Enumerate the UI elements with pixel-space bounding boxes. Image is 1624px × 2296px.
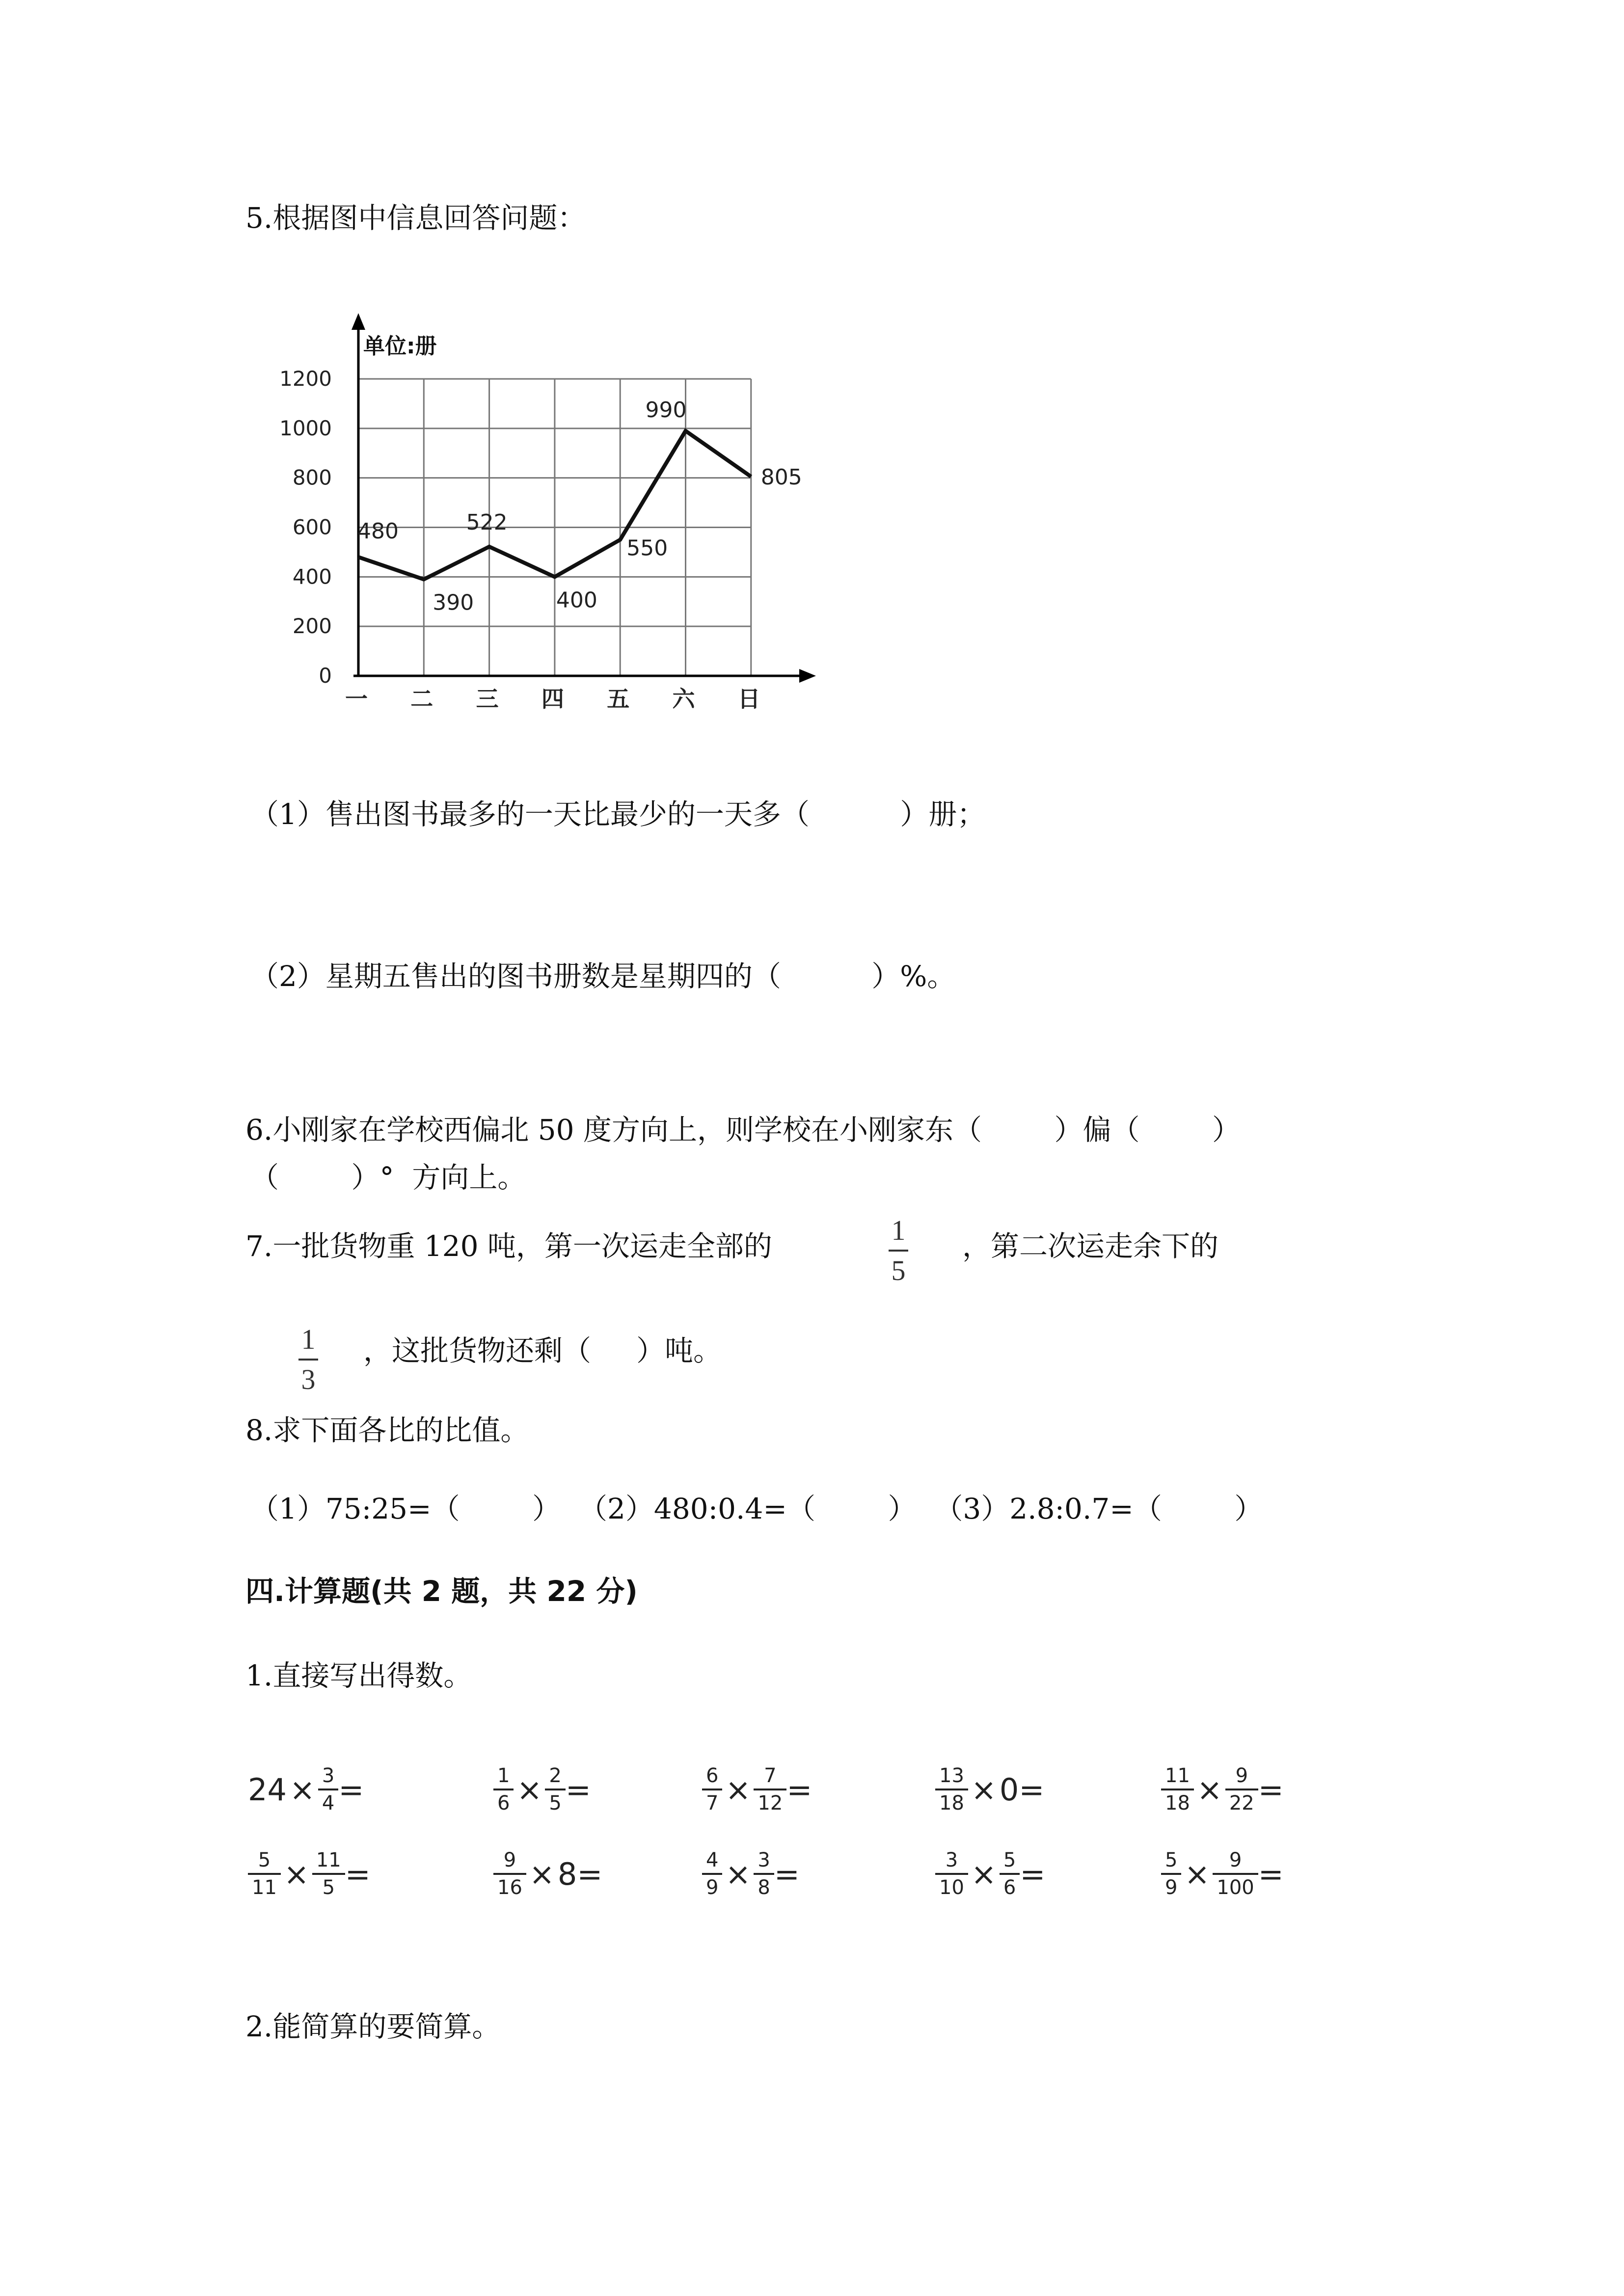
fraction-bar xyxy=(545,1789,565,1790)
operand-fraction xyxy=(1227,1766,1256,1813)
denominator: 6 xyxy=(497,1792,510,1815)
operand-fraction xyxy=(250,1850,279,1897)
x-axis-arrow xyxy=(799,669,816,683)
data-label: 805 xyxy=(760,465,802,490)
fraction-bar xyxy=(754,1873,774,1875)
operand-fraction xyxy=(1001,1850,1018,1897)
denominator: 7 xyxy=(706,1792,719,1815)
operand-fraction xyxy=(704,1850,720,1897)
data-label: 550 xyxy=(626,535,668,561)
calc-item xyxy=(248,1766,364,1813)
calc-item xyxy=(935,1850,1045,1897)
data-label: 400 xyxy=(556,587,597,613)
q7-line2: ，这批货物还剩（ ）吨。 xyxy=(363,1334,722,1367)
operand-fraction xyxy=(756,1766,785,1813)
y-tick-labels xyxy=(279,367,332,688)
fraction-bar xyxy=(1161,1789,1194,1790)
q8-title: 8.求下面各比的比值。 xyxy=(245,1414,529,1447)
operand-integer: 8 xyxy=(557,1856,577,1892)
denominator: 4 xyxy=(322,1792,335,1815)
denominator: 16 xyxy=(497,1876,522,1899)
operand-fraction xyxy=(756,1850,772,1897)
numerator: 9 xyxy=(503,1849,516,1871)
times-sign: × xyxy=(529,1856,555,1892)
denominator: 5 xyxy=(322,1876,335,1899)
fraction-bar xyxy=(935,1789,968,1790)
fraction-bar xyxy=(702,1873,722,1875)
q8-items: （1）75:25=（ ） （2）480:0.4=（ ） （3）2.8:0.7=（ ） xyxy=(250,1492,1263,1525)
operand-fraction xyxy=(320,1766,336,1813)
fraction-bar xyxy=(1000,1873,1020,1875)
x-tick-label: 一 xyxy=(345,686,368,712)
q6-line2: （ ）° 方向上。 xyxy=(250,1161,526,1194)
s4-q1: 1.直接写出得数。 xyxy=(245,1659,472,1692)
times-sign: × xyxy=(1184,1856,1210,1892)
q5-sub1: （1）售出图书最多的一天比最少的一天多（ ）册； xyxy=(250,798,986,831)
calc-item xyxy=(935,1766,1044,1813)
x-tick-label: 二 xyxy=(410,686,433,712)
x-tick-label: 三 xyxy=(476,686,499,712)
section-heading: 四.计算题(共 2 题，共 22 分) xyxy=(245,1575,638,1608)
denominator: 8 xyxy=(758,1876,770,1899)
times-sign: × xyxy=(1196,1771,1222,1808)
fraction-bar xyxy=(493,1873,526,1875)
y-tick-label: 600 xyxy=(292,515,332,539)
denominator: 5 xyxy=(549,1792,562,1815)
denominator: 9 xyxy=(1165,1876,1178,1899)
equals-sign: = xyxy=(345,1856,371,1892)
calc-item xyxy=(1161,1850,1284,1897)
y-tick-label: 800 xyxy=(292,465,332,490)
numerator: 3 xyxy=(945,1849,958,1871)
q7-fraction-1: 1 5 xyxy=(889,1216,908,1285)
equals-sign: = xyxy=(774,1856,800,1892)
data-label: 990 xyxy=(645,397,687,423)
times-sign: × xyxy=(725,1771,751,1808)
x-tick-label: 日 xyxy=(737,686,760,712)
operand-integer: 0 xyxy=(999,1771,1019,1808)
denominator: 12 xyxy=(758,1792,783,1815)
fraction-bar xyxy=(1213,1873,1258,1875)
times-sign: × xyxy=(283,1856,309,1892)
q7-fraction-2: 1 3 xyxy=(298,1325,318,1394)
denominator: 100 xyxy=(1217,1876,1254,1899)
operand-fraction xyxy=(1163,1850,1179,1897)
chart-grid xyxy=(358,379,751,676)
data-label: 522 xyxy=(466,509,508,535)
numerator: 3 xyxy=(758,1849,770,1871)
fraction-bar xyxy=(493,1789,514,1790)
numerator: 6 xyxy=(706,1764,719,1787)
x-tick-labels xyxy=(345,686,760,712)
numerator: 2 xyxy=(549,1764,562,1787)
y-axis-arrow xyxy=(352,313,365,330)
numerator: 11 xyxy=(1165,1764,1190,1787)
denominator: 6 xyxy=(1003,1876,1016,1899)
data-label: 480 xyxy=(357,519,399,544)
q7-line1b: ，第二次运走余下的 xyxy=(962,1229,1219,1263)
numerator: 1 xyxy=(497,1764,510,1787)
s4-q2: 2.能简算的要简算。 xyxy=(245,2010,501,2043)
calc-item xyxy=(1161,1766,1284,1813)
data-label: 390 xyxy=(433,590,474,615)
equals-sign: = xyxy=(1019,1771,1045,1808)
equals-sign: = xyxy=(577,1856,603,1892)
calc-item xyxy=(493,1766,591,1813)
numerator: 9 xyxy=(1235,1764,1248,1787)
operand-fraction xyxy=(937,1850,966,1897)
equals-sign: = xyxy=(1258,1771,1284,1808)
unit-label: 单位:册 xyxy=(363,334,437,359)
numerator: 3 xyxy=(322,1764,335,1787)
times-sign: × xyxy=(971,1771,997,1808)
fraction-bar xyxy=(935,1873,968,1875)
fraction-bar xyxy=(318,1789,338,1790)
numerator: 5 xyxy=(1165,1849,1178,1871)
denominator: 18 xyxy=(1165,1792,1190,1815)
calc-item xyxy=(702,1850,800,1897)
x-tick-label: 五 xyxy=(607,686,630,712)
calc-item xyxy=(493,1850,602,1897)
operand-fraction xyxy=(704,1766,720,1813)
equals-sign: = xyxy=(565,1771,591,1808)
numerator: 9 xyxy=(1229,1849,1242,1871)
q5-sub2: （2）星期五售出的图书册数是星期四的（ ）%。 xyxy=(250,960,956,993)
fraction-bar xyxy=(248,1873,281,1875)
denominator: 11 xyxy=(252,1876,277,1899)
denominator: 10 xyxy=(939,1876,964,1899)
q6-line1: 6.小刚家在学校西偏北 50 度方向上，则学校在小刚家东（ ）偏（ ） xyxy=(245,1113,1241,1147)
y-tick-label: 1000 xyxy=(279,416,332,440)
numerator: 5 xyxy=(258,1849,271,1871)
numerator: 4 xyxy=(706,1849,719,1871)
equals-sign: = xyxy=(1258,1856,1284,1892)
operand-fraction xyxy=(1163,1766,1192,1813)
line-chart xyxy=(265,304,844,726)
fraction-bar xyxy=(702,1789,722,1790)
x-tick-label: 六 xyxy=(672,686,695,712)
equals-sign: = xyxy=(338,1771,364,1808)
q7-line1a: 7.一批货物重 120 吨，第一次运走全部的 xyxy=(245,1229,772,1263)
y-tick-label: 200 xyxy=(292,614,332,639)
y-tick-label: 0 xyxy=(319,664,332,688)
fraction-bar xyxy=(1225,1789,1258,1790)
equals-sign: = xyxy=(1020,1856,1046,1892)
fraction-bar xyxy=(754,1789,786,1790)
denominator: 9 xyxy=(706,1876,719,1899)
denominator: 22 xyxy=(1229,1792,1254,1815)
equals-sign: = xyxy=(786,1771,812,1808)
operand-fraction xyxy=(495,1766,512,1813)
y-tick-label: 1200 xyxy=(279,367,332,391)
denominator: 18 xyxy=(939,1792,964,1815)
chart-axes xyxy=(352,313,816,683)
q5-title: 5.根据图中信息回答问题： xyxy=(245,201,586,235)
x-tick-label: 四 xyxy=(541,686,564,712)
calc-item xyxy=(248,1850,371,1897)
operand-fraction xyxy=(547,1766,563,1813)
numerator: 7 xyxy=(764,1764,777,1787)
times-sign: × xyxy=(289,1771,315,1808)
fraction-bar xyxy=(1161,1873,1181,1875)
fraction-bar xyxy=(312,1873,345,1875)
operand-fraction xyxy=(1215,1850,1256,1897)
numerator: 13 xyxy=(939,1764,964,1787)
operand-fraction xyxy=(495,1850,524,1897)
numerator: 11 xyxy=(316,1849,341,1871)
numerator: 5 xyxy=(1003,1849,1016,1871)
calc-item xyxy=(702,1766,812,1813)
operand-fraction xyxy=(314,1850,343,1897)
operand-fraction xyxy=(937,1766,966,1813)
times-sign: × xyxy=(971,1856,997,1892)
times-sign: × xyxy=(516,1771,542,1808)
y-tick-label: 400 xyxy=(292,564,332,589)
times-sign: × xyxy=(725,1856,751,1892)
operand-integer: 24 xyxy=(248,1771,287,1808)
